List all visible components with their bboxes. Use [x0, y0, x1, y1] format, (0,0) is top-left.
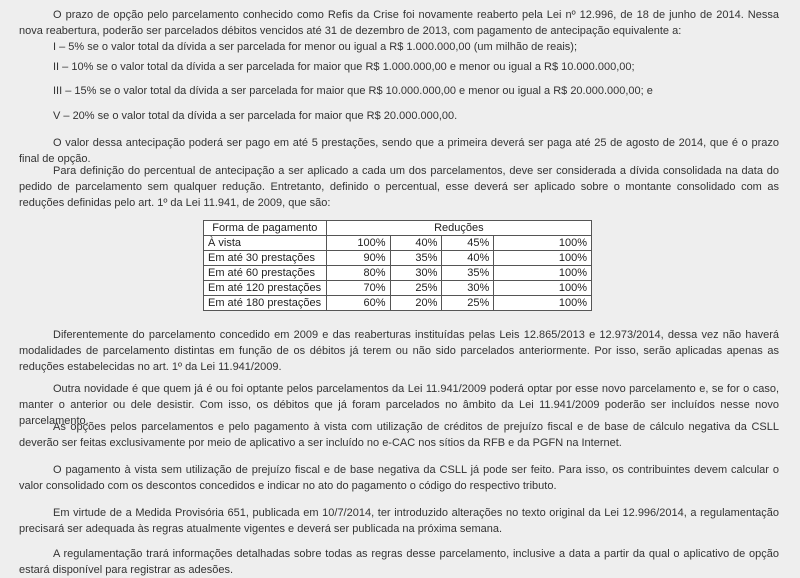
row-value: 25% — [390, 281, 442, 296]
table-row — [204, 296, 592, 311]
header-forma-pagamento: Forma de pagamento — [204, 221, 327, 236]
medida-paragraph: Em virtude de a Medida Provisória 651, publicada em 10/7/2014, ter introduzido alterações no texto original da Lei 12.996/2014, a regulamentação precisará ser adequada às regras atualmente vigentes e deverá ser publicada na próxima semana. — [19, 507, 779, 535]
opcoes-paragraph: As opções pelos parcelamentos e pelo pagamento à vista com utilização de créditos de prejuízo fiscal e de base de cálculo negativa da CSLL deverão ser feitas exclusivamente por meio de aplicativo a ser incluído no e-CAC nos sítios da RFB e da PGFN na Internet. — [19, 421, 779, 449]
list-item-i: I – 5% se o valor total da dívida a ser parcelada for menor ou igual a R$ 1.000.000,00 (um milhão de reais); — [53, 41, 578, 53]
header-reducoes: Reduções — [326, 221, 591, 236]
row-value: 35% — [442, 266, 494, 281]
list-item-v: V – 20% se o valor total da dívida a ser parcelada for maior que R$ 20.000.000,00. — [53, 110, 458, 122]
table-row — [204, 236, 592, 251]
regulamentacao-paragraph: A regulamentação trará informações detalhadas sobre todas as regras desse parcelamento, inclusive a data a partir da qual o aplicativo de opção estará disponível para registrar as adesões. — [19, 548, 779, 576]
row-value: 25% — [442, 296, 494, 311]
table-row — [204, 281, 592, 296]
pagamento-paragraph: O pagamento à vista sem utilização de prejuízo fiscal e de base negativa da CSLL já pode ser feito. Para isso, os contribuintes devem calcular o valor consolidado com os descontos concedidos e indicar no ato do pagamento o código do respectivo tributo. — [19, 464, 779, 492]
row-value: 70% — [326, 281, 390, 296]
diferente-paragraph: Diferentemente do parcelamento concedido em 2009 e das reaberturas instituídas pelas Leis 12.865/2013 e 12.973/2014, dessa vez não haverá modalidades de parcelamento distintas em função de os débitos já terem ou não sido parcelados anteriormente. Por isso, serão aplicadas apenas as reduções estabelecidas no art. 1º da Lei 11.941/2009. — [19, 329, 779, 373]
table-row — [204, 251, 592, 266]
row-value: 100% — [494, 251, 592, 266]
row-value: 40% — [390, 236, 442, 251]
row-label: Em até 30 prestações — [204, 251, 327, 266]
row-value: 20% — [390, 296, 442, 311]
antecipacao-paragraph: O valor dessa antecipação poderá ser pago em até 5 prestações, sendo que a primeira deverá ser paga até 25 de agosto de 2014, que é o prazo final de opção. — [19, 137, 779, 165]
row-value: 40% — [442, 251, 494, 266]
row-label: À vista — [204, 236, 327, 251]
row-value: 35% — [390, 251, 442, 266]
list-item-iii: III – 15% se o valor total da dívida a ser parcelada for maior que R$ 10.000.000,00 e menor ou igual a R$ 20.000.000,00; e — [53, 85, 653, 97]
row-value: 100% — [326, 236, 390, 251]
row-value: 100% — [494, 281, 592, 296]
intro-paragraph: O prazo de opção pelo parcelamento conhecido como Refis da Crise foi novamente reaberto pela Lei nº 12.996, de 18 de junho de 2014. Nessa nova reabertura, poderão ser parcelados débitos vencidos até 31 de dezembro de 2013, com pagamento de antecipação equivalente a: — [19, 9, 779, 37]
row-value: 80% — [326, 266, 390, 281]
reducoes-table — [203, 220, 592, 311]
row-value: 100% — [494, 266, 592, 281]
row-label: Em até 120 prestações — [204, 281, 327, 296]
row-value: 100% — [494, 236, 592, 251]
row-value: 90% — [326, 251, 390, 266]
row-label: Em até 60 prestações — [204, 266, 327, 281]
definicao-paragraph: Para definição do percentual de antecipação a ser aplicado a cada um dos parcelamentos, deve ser considerada a dívida consolidada na data do pedido de parcelamento sem qualquer redução. Entretanto, definido o percentual, esse deverá ser aplicado sobre o montante consolidado com as reduções definidas pelo art. 1º da Lei 11.941, de 2009, que são: — [19, 165, 779, 209]
table-header-row — [204, 221, 592, 236]
novidade-paragraph: Outra novidade é que quem já é ou foi optante pelos parcelamentos da Lei 11.941/2009 poderá optar por esse novo parcelamento e, se for o caso, manter o anterior ou dele desistir. Com isso, os débitos que já foram parcelados no âmbito da Lei 11.941/2009 poderão ser incluídos nesse novo parcelamento. — [19, 383, 779, 427]
table-row — [204, 266, 592, 281]
list-item-ii: II – 10% se o valor total da dívida a ser parcelada for maior que R$ 1.000.000,00 e menor ou igual a R$ 10.000.000,00; — [53, 61, 635, 73]
row-value: 100% — [494, 296, 592, 311]
row-value: 30% — [390, 266, 442, 281]
row-value: 30% — [442, 281, 494, 296]
row-value: 45% — [442, 236, 494, 251]
row-label: Em até 180 prestações — [204, 296, 327, 311]
row-value: 60% — [326, 296, 390, 311]
